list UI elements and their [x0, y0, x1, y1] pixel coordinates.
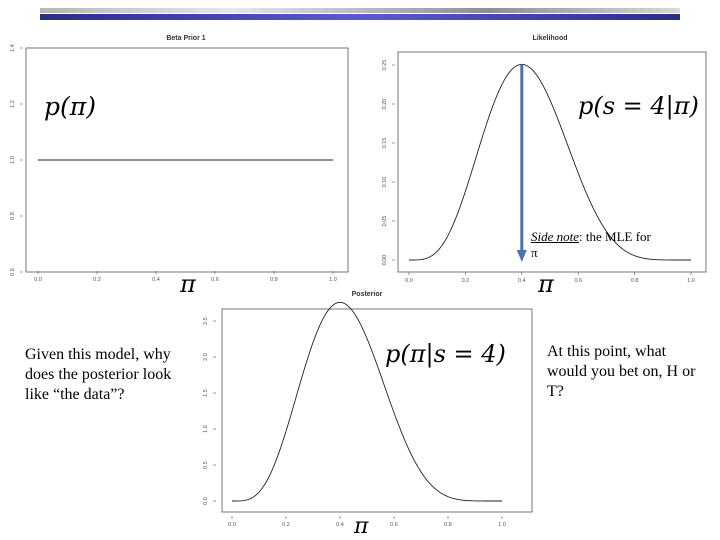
posterior-xlabel-pi: π: [354, 514, 369, 539]
prior-y-tick-label: 0.6: [10, 268, 16, 276]
posterior-x-tick-label: 0.8: [444, 522, 452, 528]
posterior-y-tick-label: 2.5: [203, 317, 209, 325]
posterior-math-label: p(π|s = 4): [385, 340, 506, 368]
prior-y-tick-label: 0.8: [10, 212, 16, 220]
likelihood-y-tick-label: 0.00: [382, 254, 388, 266]
posterior-chart-title: Posterior: [351, 291, 383, 298]
prior-math-label: p(π): [44, 92, 96, 121]
question-left: Given this model, why does the posterior look like “the data”?: [25, 346, 172, 403]
likelihood-x-tick-label: 0.8: [630, 278, 639, 284]
likelihood-y-tick-label: 0.05: [382, 215, 388, 227]
mle-arrow: [517, 64, 527, 262]
likelihood-math-label: p(s = 4|π): [578, 92, 699, 120]
posterior-curve: [232, 302, 502, 501]
prior-y-tick-label: 1.0: [10, 156, 16, 164]
posterior-y-tick-label: 0.0: [203, 497, 209, 505]
prior-y-tick-label: 1.4: [10, 44, 16, 52]
prior-x-tick-label: 0.4: [152, 277, 160, 283]
likelihood-xlabel-pi: π: [538, 270, 554, 298]
side-note-label: Side note: [531, 229, 580, 244]
posterior-x-tick-label: 0.4: [336, 522, 344, 528]
posterior-x-tick-label: 0.6: [390, 522, 398, 528]
posterior-y-tick-label: 1.5: [203, 389, 209, 397]
prior-x-tick-label: 0.8: [270, 277, 278, 283]
likelihood-y-tick-label: 0.25: [382, 59, 388, 71]
likelihood-chart-title: Likelihood: [532, 35, 568, 42]
likelihood-x-tick-label: 0.0: [405, 278, 413, 284]
likelihood-x-tick-label: 1.0: [687, 278, 695, 284]
prior-xlabel-pi: π: [180, 270, 196, 298]
prior-x-tick-label: 1.0: [329, 277, 337, 283]
posterior-chart: [195, 284, 535, 534]
posterior-x-tick-label: 0.2: [282, 522, 290, 528]
likelihood-y-tick-label: 0.15: [382, 137, 388, 149]
prior-y-tick-label: 1.2: [10, 100, 16, 108]
prior-x-tick-label: 0.6: [211, 277, 219, 283]
side-note-text: : the MLE for π: [531, 229, 651, 260]
posterior-x-tick-label: 1.0: [498, 522, 506, 528]
question-right: At this point, what would you bet on, H or T?: [547, 343, 696, 400]
prior-x-tick-label: 0.2: [93, 277, 101, 283]
prior-chart: [0, 28, 350, 298]
likelihood-x-tick-label: 0.6: [574, 278, 583, 284]
prior-chart-title: Beta Prior 1: [166, 35, 206, 42]
posterior-y-tick-label: 1.0: [203, 425, 209, 433]
prior-x-tick-label: 0.0: [34, 277, 42, 283]
mle-side-note: [531, 229, 651, 261]
posterior-y-tick-label: 2.0: [203, 353, 209, 361]
likelihood-y-tick-label: 0.20: [382, 98, 388, 110]
posterior-y-tick-label: 0.5: [203, 461, 209, 469]
likelihood-x-tick-label: 0.4: [517, 278, 526, 284]
likelihood-y-tick-label: 0.10: [382, 176, 388, 188]
likelihood-x-tick-label: 0.2: [461, 278, 470, 284]
posterior-x-tick-label: 0.0: [228, 522, 236, 528]
title-bar-decoration: [40, 6, 680, 22]
